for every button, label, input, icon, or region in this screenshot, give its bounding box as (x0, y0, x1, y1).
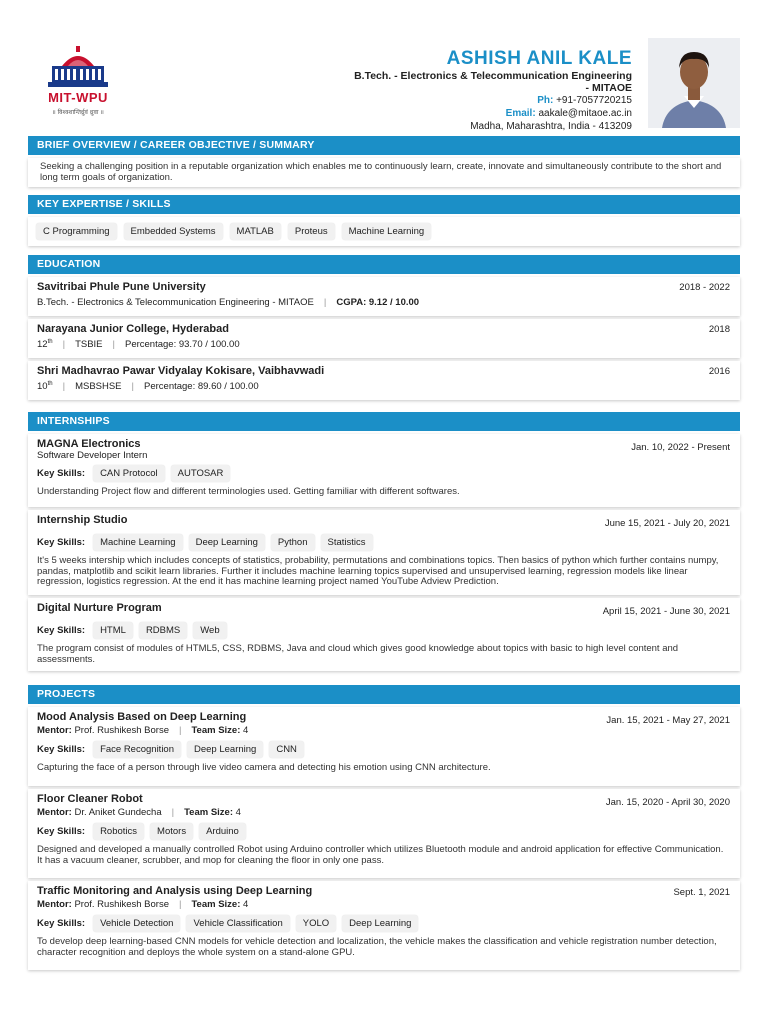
education-details (37, 297, 731, 308)
project-title: Mood Analysis Based on Deep Learning (37, 711, 247, 723)
skill-tag: Robotics (93, 823, 144, 840)
internship-description: The program consist of modules of HTML5, CSS, RDBMS, Java and cloud which gives good knowledge about topics with basic to high level content and assessments. (37, 643, 679, 665)
location: Madha, Maharashtra, India - 413209 (470, 121, 632, 132)
education-dates: 2018 - 2022 (679, 282, 730, 293)
separator: | (323, 297, 327, 308)
project-entry (28, 881, 740, 970)
skill-tag: Deep Learning (187, 741, 263, 758)
school-name: Shri Madhavrao Pawar Vidyalay Kokisare, Vaibhavwadi (37, 365, 325, 377)
skill-tag: Vehicle Classification (186, 915, 289, 932)
skills-section (28, 195, 740, 246)
education-score: Percentage: 89.60 / 100.00 (144, 381, 259, 393)
internships-section (28, 412, 740, 671)
logo-tagline: ॥ विश्वशान्तिर्ध्रुवं ध्रुवा ॥ (52, 109, 104, 116)
email-line (212, 107, 632, 120)
separator: | (178, 899, 182, 910)
board: TSBIE (75, 339, 103, 351)
skill-tag: MATLAB (230, 223, 281, 240)
project-title: Floor Cleaner Robot (37, 793, 143, 805)
project-dates: Sept. 1, 2021 (673, 887, 730, 898)
skill-tag: Motors (150, 823, 193, 840)
skills-card (28, 217, 740, 246)
skill-tag: Face Recognition (93, 741, 181, 758)
skill-tag: YOLO (296, 915, 336, 932)
education-details (37, 381, 731, 392)
internship-description: It's 5 weeks intership which includes concepts of statistics, probability, permutations and combinations topics. Then basics of python which further contains numpy, pandas, matplotlib and scikit learn libraries. Further it includes machine learning topics supervised and unsupervised learning, regression models like linear regression, logistics regression. At the end it has machine learning project named YouTube Adview Prediction. (37, 555, 719, 587)
organization-name: Internship Studio (37, 514, 128, 526)
skill-tag: Deep Learning (189, 534, 265, 551)
identity-block (212, 48, 632, 133)
education-score: Percentage: 93.70 / 100.00 (124, 339, 240, 351)
skill-tag: Machine Learning (342, 223, 432, 240)
school-name: Narayana Junior College, Hyderabad (37, 323, 229, 335)
summary-section (28, 136, 740, 187)
skill-tag: Proteus (288, 223, 335, 240)
internship-entry (28, 434, 740, 507)
team-size-label: Team Size: (191, 899, 241, 910)
key-skills-label: Key Skills: (37, 468, 86, 479)
board: MSBSHSE (75, 381, 122, 393)
project-meta (37, 899, 731, 910)
project-description: Designed and developed a manually controlled Robot using Arduino controller which utilizes Bluetooth module and android application for effective Communication. It has a vacuum cleaner, scrubber, and mop for cleaning the floor in only one pass. (37, 844, 724, 866)
internship-description: Understanding Project flow and different terminologies used. Getting familiar with different softwares. (37, 486, 460, 497)
profile-photo (648, 38, 740, 128)
school-name: Savitribai Phule Pune University (37, 281, 206, 293)
internship-entry (28, 510, 740, 595)
separator: | (62, 381, 66, 393)
university-logo (38, 44, 118, 124)
project-entry (28, 789, 740, 878)
internships-heading: INTERNSHIPS (28, 412, 740, 431)
education-entry (28, 319, 740, 358)
education-details (37, 339, 731, 350)
skill-tag: AUTOSAR (171, 465, 231, 482)
key-skills-row (37, 534, 731, 551)
separator: | (112, 339, 115, 351)
projects-heading: PROJECTS (28, 685, 740, 704)
project-dates: Jan. 15, 2021 - May 27, 2021 (606, 715, 730, 726)
team-size: 4 (235, 807, 241, 818)
education-heading: EDUCATION (28, 255, 740, 274)
key-skills-row (37, 823, 731, 840)
mentor-name: Prof. Rushikesh Borse (74, 899, 169, 910)
internship-dates: Jan. 10, 2022 - Present (631, 442, 730, 453)
education-dates: 2018 (708, 324, 730, 335)
internship-entry (28, 598, 740, 671)
skill-tag: CAN Protocol (93, 465, 165, 482)
summary-card (28, 158, 740, 187)
key-skills-label: Key Skills: (37, 918, 86, 929)
mentor-label: Mentor: (37, 725, 72, 736)
projects-section (28, 685, 740, 970)
phone-line (212, 94, 632, 107)
skill-tag: Vehicle Detection (93, 915, 180, 932)
logo-name: MIT-WPU (48, 90, 108, 105)
education-entry (28, 361, 740, 400)
skill-tag: Arduino (199, 823, 246, 840)
key-skills-label: Key Skills: (37, 826, 86, 837)
skill-tag: Deep Learning (342, 915, 418, 932)
key-skills-row (37, 622, 731, 639)
education-entry (28, 277, 740, 316)
class-level: 10th (37, 381, 53, 393)
resume-header (28, 38, 740, 132)
project-meta (37, 725, 731, 736)
skill-tag: HTML (93, 622, 133, 639)
project-description: Capturing the face of a person through live video camera and detecting his emotion using CNN architecture. (37, 762, 491, 773)
project-dates: Jan. 15, 2020 - April 30, 2020 (605, 797, 730, 808)
skill-tag: Python (271, 534, 315, 551)
summary-heading: BRIEF OVERVIEW / CAREER OBJECTIVE / SUMMARY (28, 136, 740, 155)
separator: | (178, 725, 182, 736)
skill-tag: Web (193, 622, 226, 639)
team-size-label: Team Size: (184, 807, 234, 818)
skills-heading: KEY EXPERTISE / SKILLS (28, 195, 740, 214)
internship-dates: June 15, 2021 - July 20, 2021 (604, 518, 730, 529)
email-address[interactable]: aakale@mitaoe.ac.in (538, 108, 632, 119)
key-skills-label: Key Skills: (37, 537, 86, 548)
candidate-name: ASHISH ANIL KALE (446, 48, 632, 69)
project-title: Traffic Monitoring and Analysis using Deep Learning (37, 885, 313, 897)
skills-list (36, 223, 731, 240)
separator: | (131, 381, 134, 393)
team-size: 4 (243, 725, 249, 736)
separator: | (171, 807, 175, 818)
phone-label: Ph: (537, 95, 554, 106)
key-skills-row (37, 915, 731, 932)
mentor-label: Mentor: (37, 807, 72, 818)
team-size-label: Team Size: (191, 725, 241, 736)
skill-tag: Statistics (321, 534, 373, 551)
skill-tag: CNN (269, 741, 304, 758)
summary-text: Seeking a challenging position in a reputable organization which enables me to continuously learn, create, innovate and simultaneously contribute to the short and long term goals of organization. (40, 161, 722, 183)
degree-line-1: B.Tech. - Electronics & Telecommunication Engineering (354, 70, 632, 82)
team-size: 4 (243, 899, 249, 910)
education-section (28, 255, 740, 400)
dome-building-icon (38, 44, 118, 90)
degree-line-2: - MITAOE (585, 82, 632, 94)
key-skills-label: Key Skills: (37, 744, 86, 755)
skill-tag: Embedded Systems (124, 223, 223, 240)
education-score: CGPA: 9.12 / 10.00 (336, 297, 420, 308)
organization-name: MAGNA Electronics (37, 438, 141, 450)
mentor-name: Dr. Aniket Gundecha (74, 807, 162, 818)
degree-detail: B.Tech. - Electronics & Telecommunication Engineering - MITAOE (37, 297, 314, 308)
person-portrait-icon (648, 38, 740, 128)
key-skills-row (37, 465, 731, 482)
key-skills-label: Key Skills: (37, 625, 86, 636)
email-label: Email: (505, 108, 536, 119)
education-dates: 2016 (708, 366, 730, 377)
organization-name: Digital Nurture Program (37, 602, 162, 614)
project-description: To develop deep learning-based CNN models for vehicle detection and localization, the vehicle makes the classification and vehicle registration number detection, character recognition and deploys the whole system on a stand-alone GPU. (37, 936, 717, 958)
mentor-name: Prof. Rushikesh Borse (74, 725, 169, 736)
internship-dates: April 15, 2021 - June 30, 2021 (602, 606, 730, 617)
skill-tag: C Programming (36, 223, 117, 240)
mentor-label: Mentor: (37, 899, 72, 910)
skill-tag: Machine Learning (93, 534, 183, 551)
skill-tag: RDBMS (139, 622, 187, 639)
key-skills-row (37, 741, 731, 758)
project-entry (28, 707, 740, 786)
class-level: 12th (37, 339, 53, 351)
phone-number[interactable]: +91-7057720215 (556, 95, 632, 106)
separator: | (62, 339, 66, 351)
project-meta (37, 807, 731, 818)
internship-role: Software Developer Intern (37, 450, 148, 461)
